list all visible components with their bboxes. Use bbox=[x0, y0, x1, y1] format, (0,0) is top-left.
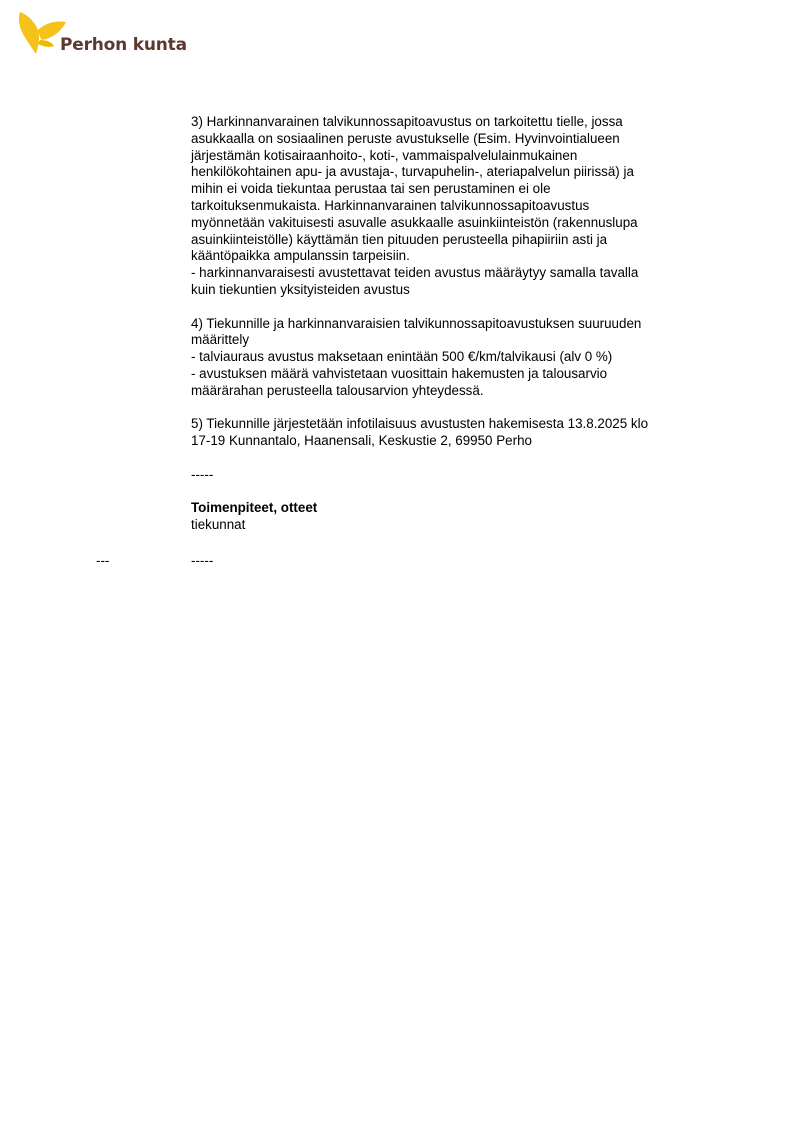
text-line: asukkaalla on sosiaalinen peruste avustukselle (Esim. Hyvinvointialueen bbox=[191, 130, 620, 146]
measures-recipient: tiekunnat bbox=[191, 517, 246, 533]
dash-separator-text: ----- bbox=[191, 466, 214, 482]
section-5 bbox=[191, 416, 701, 450]
text-line: - talviauraus avustus maksetaan enintään 500 €/km/talvikausi (alv 0 %) bbox=[191, 349, 613, 365]
measures-section bbox=[191, 500, 701, 534]
text-line: 3) Harkinnanvarainen talvikunnossapitoavustus on tarkoitettu tielle, jossa bbox=[191, 114, 623, 129]
dash-separator bbox=[191, 467, 701, 484]
text-line: asuinkiinteistölle) käyttämän tien pituuden perusteella pihapiiriin asti ja bbox=[191, 231, 608, 247]
text-line: kääntöpaikka ampulanssin tarpeisiin. bbox=[191, 248, 410, 264]
logo-text: Perhon kunta bbox=[60, 35, 187, 55]
text-line: kuin tiekuntien yksityisteiden avustus bbox=[191, 281, 410, 297]
header-logo bbox=[16, 10, 186, 60]
text-line: tarkoituksenmukaista. Harkinnanvarainen talvikunnossapitoavustus bbox=[191, 197, 590, 213]
text-line: määrittely bbox=[191, 332, 250, 348]
section-4 bbox=[191, 316, 701, 400]
text-line: määrärahan perusteella talousarvion yhteydessä. bbox=[191, 382, 484, 398]
document-body bbox=[191, 114, 701, 534]
text-line: 5) Tiekunnille järjestetään infotilaisuus avustusten hakemisesta 13.8.2025 klo bbox=[191, 416, 649, 432]
measures-heading: Toimenpiteet, otteet bbox=[191, 500, 318, 516]
text-line: myönnetään vakituisesti asuvalle asukkaalle asuinkiinteistön (rakennuslupa bbox=[191, 214, 638, 230]
text-line: 17-19 Kunnantalo, Haanensali, Keskustie 2, 69950 Perho bbox=[191, 433, 532, 449]
text-line: henkilökohtainen apu- ja avustaja-, turvapuhelin-, ateriapalvelun piirissä) ja bbox=[191, 164, 634, 180]
text-line: mihin ei voida tiekuntaa perustaa tai sen perustaminen ei ole bbox=[191, 181, 551, 197]
section-3 bbox=[191, 114, 701, 299]
text-line: - harkinnanvaraisesti avustettavat teiden avustus määräytyy samalla tavalla bbox=[191, 265, 639, 281]
text-line: järjestämän kotisairaanhoito-, koti-, vammaispalvelulainmukainen bbox=[191, 147, 578, 163]
text-line: - avustuksen määrä vahvistetaan vuosittain hakemusten ja talousarvio bbox=[191, 365, 608, 381]
footer-right-separator: ----- bbox=[191, 553, 214, 568]
text-line: 4) Tiekunnille ja harkinnanvaraisien talvikunnossapitoavustuksen suuruuden bbox=[191, 315, 642, 331]
footer-left-separator: --- bbox=[96, 553, 110, 568]
